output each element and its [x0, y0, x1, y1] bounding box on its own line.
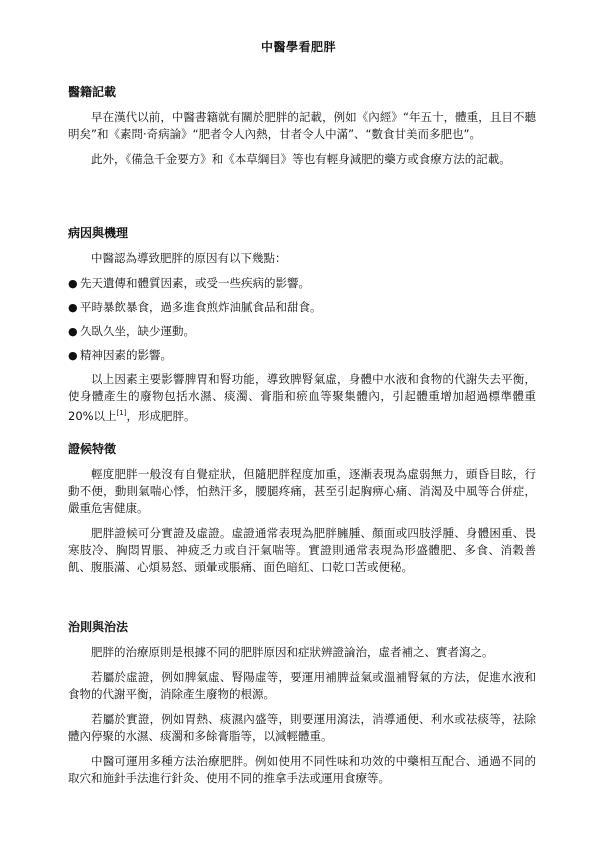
document-title: 中醫學看肥胖 — [260, 40, 336, 54]
paragraph: 早在漢代以前，中醫書籍就有關於肥胖的記載，例如《內經》“年五十，體重，且目不聽明矣”和《素問·奇病論》“肥者令人內熱，甘者令人中滿”、“數食甘美而多肥也”。 — [68, 110, 536, 141]
paragraph-intro: 中醫認為導致肥胖的原因有以下幾點： — [91, 251, 287, 265]
bullet-icon: ● — [68, 349, 78, 362]
section-heading: 醫籍記載 — [68, 85, 117, 99]
section-medical-records — [68, 83, 536, 168]
section-symptoms — [68, 440, 536, 576]
paragraph: 肥胖證候可分實證及虛證。虛證通常表現為肥胖臃腫、顏面或四肢浮腫、身體困重、畏寒肢冷、胸悶胃脹、神疲乏力或自汗氣喘等。實證則通常表現為形盛體肥、多食、消穀善飢、腹脹滿、心煩易怒、頭暈或脹痛、面色暗紅、口乾口苦或便秘。 — [68, 526, 536, 574]
list-item: ● 先天遺傳和體質因素，或受一些疾病的影響。 — [68, 271, 536, 295]
paragraph: 若屬於實證，例如胃熱、痰濕內盛等，則要運用瀉法，消導通便、利水或祛痰等，祛除體內停聚的水濕、痰濁和多餘膏脂等，以減輕體重。 — [68, 712, 536, 743]
section-heading: 證候特徵 — [68, 442, 117, 456]
paragraph: 輕度肥胖一般沒有自覺症狀，但隨肥胖程度加重，逐漸表現為虛弱無力，頭昏目眩，行動不便，動則氣喘心悸，怕熱汗多，腰腿疼痛，甚至引起胸痹心痛、消渴及中風等合併症，嚴重危害健康。 — [68, 467, 536, 515]
bullet-icon: ● — [68, 301, 78, 314]
bullet-icon: ● — [68, 325, 78, 338]
section-heading: 治則與治法 — [68, 620, 129, 634]
bullet-icon: ● — [68, 277, 78, 290]
reference-marker: [1] — [116, 409, 127, 417]
list-item: ● 精神因素的影響。 — [68, 343, 536, 367]
section-causes — [68, 224, 536, 425]
paragraph: 肥胖的治療原則是根據不同的肥胖原因和症狀辨證論治，虛者補之、實者瀉之。 — [91, 645, 494, 659]
list-item: ● 平時暴飲暴食，過多進食煎炸油膩食品和甜食。 — [68, 295, 536, 319]
paragraph: 此外，《備急千金要方》和《本草綱目》等也有輕身減肥的藥方或食療方法的記載。 — [91, 152, 511, 166]
list-item: ● 久臥久坐，缺少運動。 — [68, 319, 536, 343]
section-treatment — [68, 618, 536, 787]
paragraph: 以上因素主要影響脾胃和腎功能，導致脾腎氣虛，身體中水液和食物的代謝失去平衡，使身體產生的廢物包括水濕、痰濁、膏脂和瘀血等聚集體內，引起體重增加超過標準體重 20%以上[1]，形成肥胖。 — [68, 372, 536, 423]
section-heading: 病因與機理 — [68, 226, 129, 240]
paragraph: 中醫可運用多種方法治療肥胖。例如使用不同性味和功效的中藥相互配合、通過不同的取穴和施針手法進行針灸、使用不同的推拿手法或運用食療等。 — [68, 754, 536, 785]
cause-list — [68, 271, 536, 367]
paragraph: 若屬於虛證，例如脾氣虛、腎陽虛等，要運用補脾益氣或溫補腎氣的方法，促進水液和食物的代謝平衡，消除產生廢物的根源。 — [68, 670, 536, 701]
